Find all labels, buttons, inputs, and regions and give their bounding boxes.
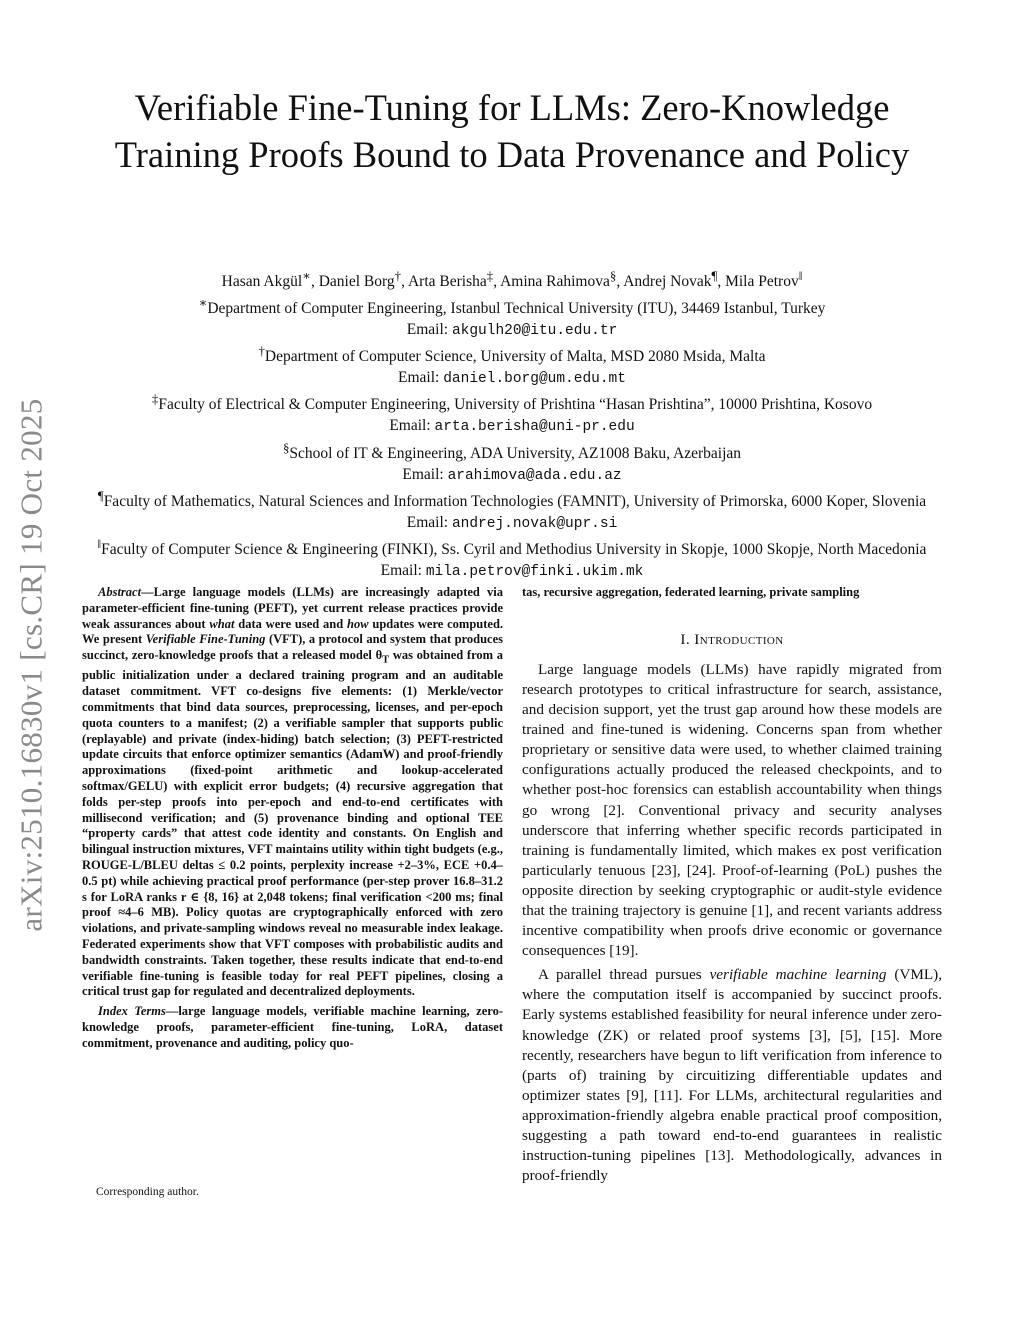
paper-title: Verifiable Fine-Tuning for LLMs: Zero-Knowledge Training Proofs Bound to Data Provenance and Policy bbox=[114, 87, 910, 175]
abstract-label: Abstract bbox=[98, 585, 142, 599]
section-heading: I. Introduction bbox=[680, 630, 784, 648]
author-block bbox=[60, 266, 964, 583]
email-address[interactable]: daniel.borg@um.edu.mt bbox=[443, 370, 626, 387]
author-mark: § bbox=[609, 268, 617, 283]
index-terms: Index Terms—large language models, verifiable machine learning, zero-knowledge proofs, parameter-efficient fine-tuning, LoRA, dataset commitment, provenance and auditing, policy quo- bbox=[82, 1004, 503, 1050]
affiliation: ¶Faculty of Mathematics, Natural Sciences and Information Technologies (FAMNIT), University of Primorska, 6000 Koper, Slovenia bbox=[97, 488, 927, 511]
author-mark: ∗ bbox=[302, 268, 311, 283]
author-name: Mila Petrov bbox=[725, 273, 799, 291]
arxiv-identifier-text: arXiv:2510.16830v1 [cs.CR] 19 Oct 2025 bbox=[14, 398, 49, 932]
email-line: Email: andrej.novak@upr.si bbox=[406, 513, 618, 532]
affiliation: ∗Department of Computer Engineering, Istanbul Technical University (ITU), 34469 Istanbul, Turkey bbox=[198, 294, 826, 317]
email-address[interactable]: akgulh20@itu.edu.tr bbox=[451, 322, 618, 339]
intro-paragraph: A parallel thread pursues verifiable machine learning (VML), where the computation itself is accompanied by succinct proofs. Early systems established feasibility for neural inference under zero-knowledge (ZK) or related proof systems [3], [5], [15]. More recently, researchers have begun to lift verification from inference to (parts of) training by circuitizing differentiable updates and optimizer states [9], [11]. For LLMs, architectural regularities and approximation-friendly algebra enable practical proof composition, suggesting a path toward end-to-end guarantees in realistic instruction-tuning pipelines [13]. Methodologically, advances in proof-friendly bbox=[522, 966, 943, 1185]
affiliation: †Department of Computer Science, University of Malta, MSD 2080 Msida, Malta bbox=[258, 343, 766, 366]
intro-paragraph: Large language models (LLMs) have rapidly migrated from research prototypes to critical infrastructure for search, assistance, and decision support, yet the trust gap around how these models are trained and fine-tuned is widening. Concerns span from whether proprietary or sensitive data were used, to whether claimed training configurations actually produced the released checkpoints, and to whether post-hoc forensics can establish accountability when things go wrong [2]. Conventional privacy and security analyses underscore that inferring whether specific records participated in training is fundamentally limited, which makes ex post verification particularly tenuous [23], [24]. Proof-of-learning (PoL) pushes the opposite direction by seeking cryptographic or audit-style evidence that the training trajectory is genuine [1], and recent variants address incentive compatibility when proofs drive economic or governance consequences [19]. bbox=[522, 660, 942, 960]
email-address[interactable]: arta.berisha@uni-pr.edu bbox=[434, 419, 635, 436]
affiliation: ‡Faculty of Electrical & Computer Engineering, University of Prishtina “Hasan Prishtina”, 10000 Prishtina, Kosovo bbox=[151, 391, 873, 414]
email-address[interactable]: andrej.novak@upr.si bbox=[451, 515, 618, 532]
email-line: Email: arahimova@ada.edu.az bbox=[402, 465, 622, 484]
author-name: Andrej Novak bbox=[623, 273, 712, 291]
right-column bbox=[522, 585, 942, 1186]
email-address[interactable]: mila.petrov@finki.ukim.mk bbox=[425, 564, 644, 581]
author-mark: † bbox=[394, 268, 402, 283]
author-name: Amina Rahimova bbox=[500, 273, 610, 291]
author-name: Daniel Borg bbox=[318, 273, 395, 291]
email-line: Email: mila.petrov@finki.ukim.mk bbox=[380, 562, 644, 581]
author-name: Arta Berisha bbox=[407, 273, 487, 291]
author-mark: ¶ bbox=[711, 268, 718, 283]
index-terms-label: Index Terms bbox=[98, 1004, 166, 1019]
author-mark: ‖ bbox=[798, 268, 803, 283]
left-column bbox=[82, 585, 503, 1052]
author-mark: ‡ bbox=[486, 268, 494, 283]
email-line: Email: akgulh20@itu.edu.tr bbox=[406, 320, 618, 339]
email-line: Email: daniel.borg@um.edu.mt bbox=[398, 368, 626, 387]
index-terms-continuation: tas, recursive aggregation, federated learning, private sampling bbox=[522, 585, 860, 599]
arxiv-identifier-stamp bbox=[12, 375, 52, 955]
email-line: Email: arta.berisha@uni-pr.edu bbox=[389, 417, 635, 436]
affiliation: §School of IT & Engineering, ADA University, AZ1008 Baku, Azerbaijan bbox=[282, 439, 742, 462]
affiliation: ‖Faculty of Computer Science & Engineering (FINKI), Ss. Cyril and Methodius University in Skopje, 1000 Skopje, North Macedonia bbox=[97, 536, 927, 559]
abstract: Abstract—Large language models (LLMs) are increasingly adapted via parameter-efficient fine-tuning (PEFT), yet current release practices provide weak assurances about what data were used and how updates were computed. We present Verifiable Fine-Tuning (VFT), a protocol and system that produces succinct, zero-knowledge proofs that a released model $\theta_T$ was obtained from a public initialization under a declared training program and an auditable dataset commitment. VFT co-designs five elements: (1) Merkle/vector commitments that bind data sources, preprocessing, licenses, and per-epoch quota counters to a manifest; (2) a verifiable sampler that supports public (replayable) and private (index-hiding) batch selection; (3) PEFT-restricted update circuits that enforce optimizer semantics (AdamW) and proof-friendly approximations (fixed-point arithmetic and lookup-accelerated softmax/GELU) with explicit error budgets; (4) recursive aggregation that folds per-step proofs into per-epoch and end-to-end certificates with millisecond verification; and (5) provenance binding and optional TEE “property cards” that attest code identity and constants. On English and bilingual instruction mixtures, VFT maintains utility within tight budgets (e.g., ROUGE-L/BLEU deltas ≤ 0.2 points, perplexity increase +2–3%, ECE +0.4–0.5 pt) while achieving practical proof performance (per-step prover 16.8–31.2 s for LoRA ranks r ∈ {8, 16} at 2,048 tokens; final verification <200 ms; final proof ≈4–6 MB). Policy quotas are cryptographically enforced with zero violations, and private-sampling windows reveal no measurable index leakage. Federated experiments show that VFT composes with probabilistic audits and bandwidth constraints. Taken together, these results indicate that end-to-end verifiable fine-tuning is feasible today for real PEFT pipelines, closing a critical trust gap for regulated and decentralized deployments. bbox=[82, 585, 504, 999]
author-list: Hasan Akgül∗, Daniel Borg†, Arta Berisha‡, Amina Rahimova§, Andrej Novak¶, Mila Petrov‖ bbox=[221, 268, 803, 291]
footnote: Corresponding author. bbox=[96, 1186, 199, 1198]
system-name: Verifiable Fine-Tuning bbox=[145, 632, 266, 647]
author-name: Hasan Akgül bbox=[221, 273, 303, 291]
email-address[interactable]: arahimova@ada.edu.az bbox=[447, 467, 622, 484]
